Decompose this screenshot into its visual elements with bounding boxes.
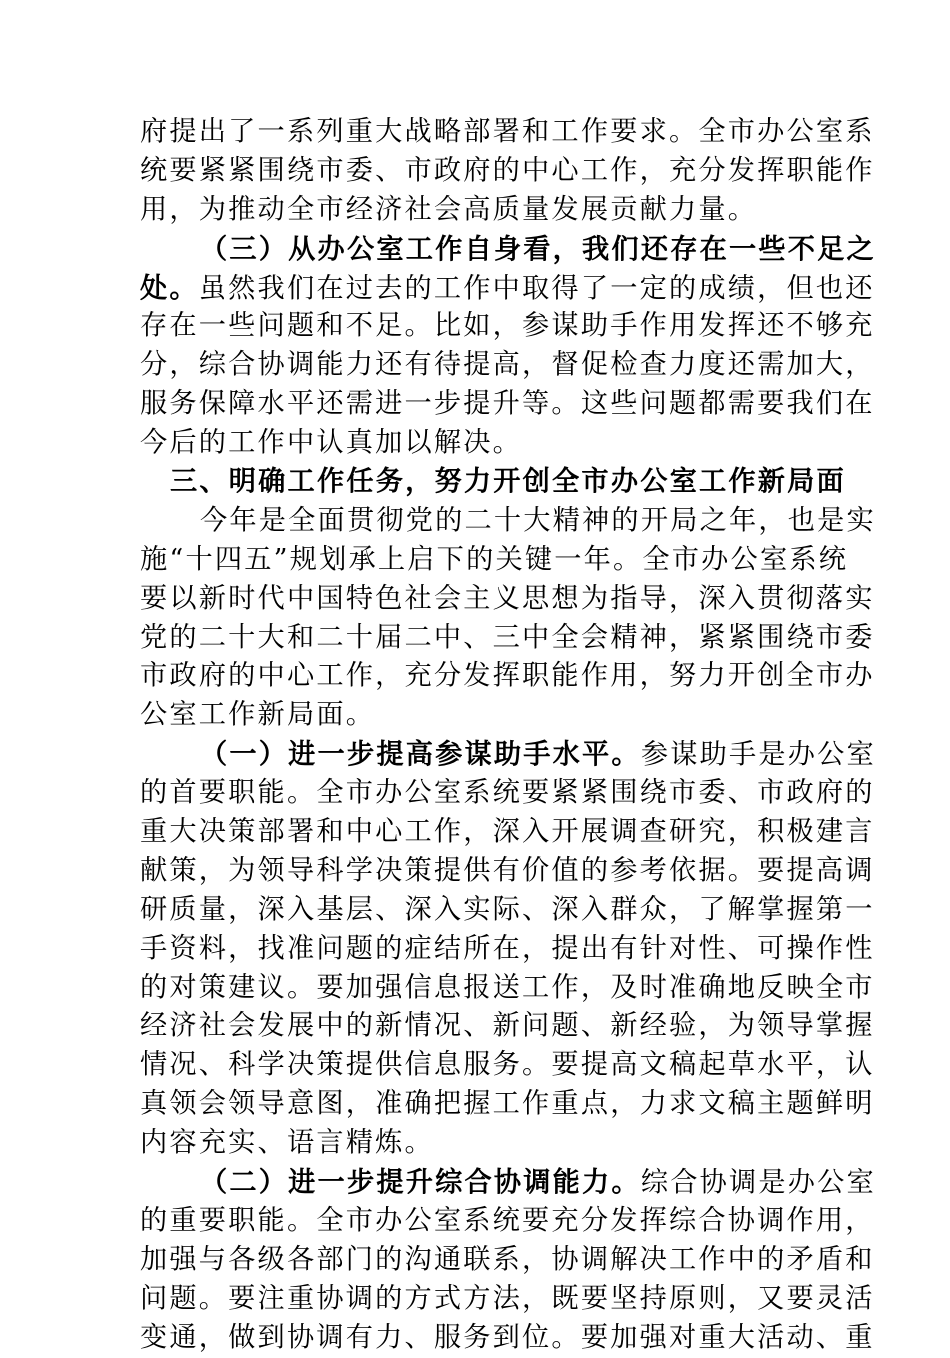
paragraph-line: 经济社会发展中的新情况、新问题、新经验，为领导掌握 bbox=[140, 1010, 875, 1042]
paragraph-line: 变通，做到协调有力、服务到位。要加强对重大活动、重 bbox=[140, 1321, 875, 1353]
paragraph-line: 市政府的中心工作，充分发挥职能作用，努力开创全市办 bbox=[140, 660, 875, 692]
subheading-three-cont: 处。 bbox=[140, 271, 199, 304]
paragraph-line bbox=[140, 735, 876, 774]
subheading-two: （二）进一步提升综合协调能力。 bbox=[200, 1166, 641, 1199]
paragraph-line: 的对策建议。要加强信息报送工作，及时准确地反映全市 bbox=[140, 971, 875, 1003]
paragraph-line: 重大决策部署和中心工作，深入开展调查研究，积极建言 bbox=[140, 816, 875, 848]
document-body bbox=[140, 113, 876, 1358]
paragraph-line: 真领会领导意图，准确把握工作重点，力求文稿主题鲜明 bbox=[140, 1088, 875, 1120]
paragraph-line bbox=[140, 1163, 876, 1202]
paragraph-text: 虽然我们在过去的工作中取得了一定的成绩，但也还 bbox=[198, 272, 875, 304]
subheading-line bbox=[140, 230, 876, 269]
paragraph-line: 加强与各级各部门的沟通联系，协调解决工作中的矛盾和 bbox=[140, 1243, 875, 1275]
paragraph-line: 手资料，找准问题的症结所在，提出有针对性、可操作性 bbox=[140, 932, 875, 964]
paragraph-line: 分，综合协调能力还有待提高，督促检查力度还需加大， bbox=[140, 349, 875, 381]
paragraph-text: 参谋助手是办公室 bbox=[640, 739, 876, 771]
paragraph-line: 用，为推动全市经济社会高质量发展贡献力量。 bbox=[140, 193, 758, 225]
section-heading: 三、明确工作任务，努力开创全市办公室工作新局面 bbox=[170, 466, 846, 498]
paragraph-line: 研质量，深入基层、深入实际、深入群众，了解掌握第一 bbox=[140, 893, 875, 925]
paragraph-line: 今年是全面贯彻党的二十大精神的开局之年，也是实 bbox=[200, 504, 876, 536]
paragraph-line: 内容充实、语言精炼。 bbox=[140, 1127, 434, 1159]
paragraph-line: 的重要职能。全市办公室系统要充分发挥综合协调作用， bbox=[140, 1204, 875, 1236]
subheading-three: （三）从办公室工作自身看，我们还存在一些不足之 bbox=[200, 232, 876, 265]
paragraph-line: 今后的工作中认真加以解决。 bbox=[140, 427, 523, 459]
paragraph-line: 要以新时代中国特色社会主义思想为指导，深入贯彻落实 bbox=[140, 582, 875, 614]
paragraph-line: 公室工作新局面。 bbox=[140, 699, 376, 731]
paragraph-line bbox=[140, 269, 875, 308]
paragraph-line: 的首要职能。全市办公室系统要紧紧围绕市委、市政府的 bbox=[140, 777, 875, 809]
paragraph-line: 党的二十大和二十届二中、三中全会精神，紧紧围绕市委 bbox=[140, 621, 875, 653]
paragraph-line: 服务保障水平还需进一步提升等。这些问题都需要我们在 bbox=[140, 388, 875, 420]
paragraph-line: 情况、科学决策提供信息服务。要提高文稿起草水平，认 bbox=[140, 1049, 875, 1081]
subheading-one: （一）进一步提高参谋助手水平。 bbox=[200, 738, 641, 771]
paragraph-line: 施“十四五”规划承上启下的关键一年。全市办公室系统 bbox=[140, 543, 849, 575]
paragraph-line: 献策，为领导科学决策提供有价值的参考依据。要提高调 bbox=[140, 854, 875, 886]
paragraph-line: 存在一些问题和不足。比如，参谋助手作用发挥还不够充 bbox=[140, 310, 875, 342]
paragraph-text: 综合协调是办公室 bbox=[640, 1167, 876, 1199]
paragraph-line: 统要紧紧围绕市委、市政府的中心工作，充分发挥职能作 bbox=[140, 154, 875, 186]
paragraph-line: 问题。要注重协调的方式方法，既要坚持原则，又要灵活 bbox=[140, 1282, 875, 1314]
paragraph-line: 府提出了一系列重大战略部署和工作要求。全市办公室系 bbox=[140, 116, 875, 147]
